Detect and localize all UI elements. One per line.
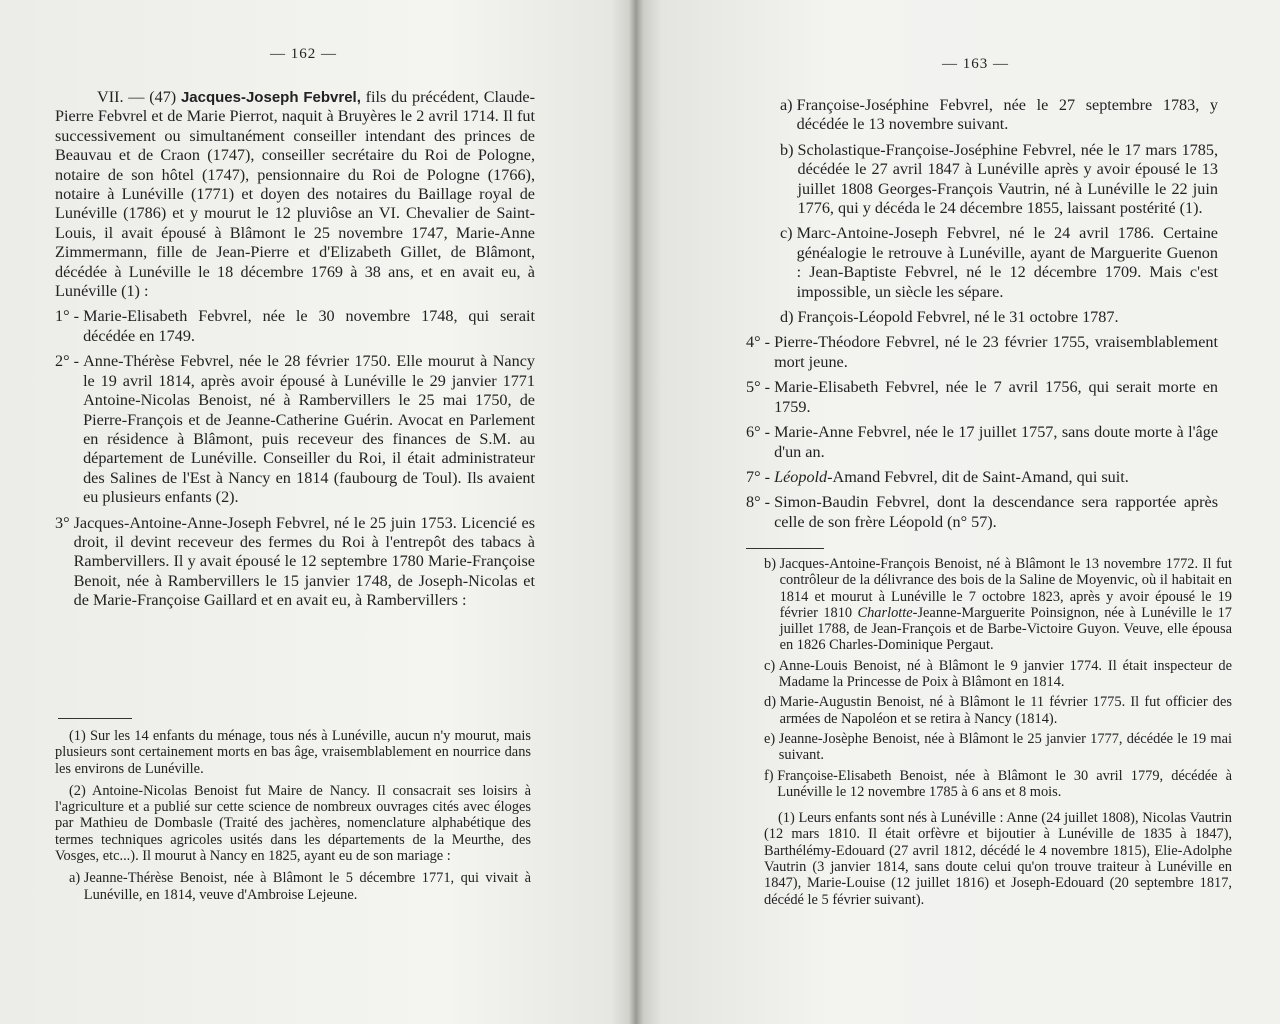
- list-item: [780, 141, 1218, 219]
- item-text: Jeanne-Thérèse Benoist, née à Blâmont le 5 décembre 1771, qui vivait à Lunéville, en 1814, veuve d'Ambroise Lejeune.: [83, 870, 531, 903]
- item-text: Jacques-Antoine-Anne-Joseph Febvrel, né le 25 juin 1753. Licencié es droit, il devint receveur des fermes du Roi à l'entrepôt des tabacs à Rambervillers. Il y avait épousé le 12 septembre 1780 Marie-Françoise Benoit, née à Rambervillers le 15 janvier 1748, de Joseph-Nicolas et de Marie-Françoise Gaillard et en avait eu, à Rambervillers :: [73, 513, 535, 610]
- subject-name: Jacques-Joseph Febvrel,: [180, 89, 361, 106]
- footnote-item: [764, 556, 1232, 654]
- item-text: Anne-Louis Benoist, né à Blâmont le 9 janvier 1774. Il était inspecteur de Madame la Princesse de Poix à Blâmont en 1814.: [778, 657, 1232, 691]
- item-text: Jacques-Antoine-François Benoist, né à Blâmont le 13 novembre 1772. Il fut contrôleur de la délivrance des bois de la Saline de Moyenvic, où il habitait en 1814 et mourut à Lunéville le 7 octobre 1823, après y avoir épousé le 19 février 1810: [779, 556, 1232, 621]
- item-text: Pierre-Théodore Febvrel, né le 23 février 1755, vraisemblablement mort jeune.: [774, 333, 1218, 371]
- item-italic-name: Léopold: [774, 467, 828, 486]
- right-page: [636, 0, 1280, 1024]
- list-item: [780, 308, 1218, 327]
- left-footnotes: [55, 728, 531, 907]
- list-item: [746, 468, 1218, 487]
- footnote-rule: [58, 718, 132, 719]
- footnote-2: (2) Antoine-Nicolas Benoist fut Maire de Nancy. Il consacrait ses loisirs à l'agriculture et a publié sur cette science de nombreux ouvrages cités avec éloges par Mathieu de Dombasle (Traité des jachères, nomenclature alphabétique des termes techniques agricoles usités dans les départements de la Meurthe, des Vosges, etc...). Il mourut à Nancy en 1825, ayant eu de son mariage :: [55, 782, 531, 865]
- list-item: [55, 514, 535, 611]
- footnote-1: (1) Leurs enfants sont nés à Lunéville : Anne (24 juillet 1808), Nicolas Vautrin (12 mars 1810. Il était orfèvre et bijoutier à Lunéville de 1835 à 1847), Barthélémy-Edouard (27 avril 1812, décédé le 4 novembre 1815), Elie-Adolphe Vautrin (3 janvier 1814, sans doute celui qu'on trouve traiteur à Lunéville en 1847), Marie-Louise (12 juillet 1816) et Joseph-Edouard (20 septembre 1817, décédé le 5 février suivant).: [764, 810, 1232, 908]
- item-number: 5° -: [746, 378, 775, 397]
- footnote-item: [764, 731, 1232, 764]
- list-item: [55, 352, 535, 507]
- item-text: François-Léopold Febvrel, né le 31 octobre 1787.: [797, 308, 1119, 327]
- sub-children-list: [780, 96, 1218, 327]
- item-number: 4° -: [746, 333, 775, 352]
- item-letter: b): [764, 556, 780, 572]
- item-text: Marie-Elisabeth Febvrel, née le 7 avril 1756, qui serait morte en 1759.: [774, 378, 1218, 416]
- list-item: [746, 423, 1218, 462]
- item-text: Jeanne-Josèphe Benoist, née à Blâmont le 25 janvier 1777, décédée le 19 mai suivant.: [778, 730, 1232, 764]
- intro-paragraph: [55, 88, 535, 301]
- item-letter: c): [764, 657, 779, 674]
- footnote-2-item-a: [69, 870, 531, 903]
- item-text: Anne-Thérèse Febvrel, née le 28 février 1750. Elle mourut à Nancy le 19 avril 1814, après avoir épousé à Lunéville le 29 janvier 1771 Antoine-Nicolas Benoist, né à Rambervillers le 25 mai 1750, de Pierre-François et de Jeanne-Catherine Guérin. Avocat en Parlement en résidence à Blâmont, puis receveur des finances de S.M. au département de Lunéville. Conseiller du Roi, il était administrateur des Salines de l'Est à Nancy en 1814 (faubourg de Toul). Ils avaient eu plusieurs enfants (2).: [83, 352, 535, 507]
- item-letter: f): [764, 767, 778, 784]
- item-text: Françoise-Joséphine Febvrel, née le 27 septembre 1783, y décédée le 13 novembre suivant.: [796, 96, 1218, 134]
- item-letter: e): [764, 730, 779, 747]
- page-number-162: — 162 —: [270, 46, 337, 62]
- item-number: 8° -: [746, 493, 775, 512]
- item-italic-name: Charlotte: [857, 604, 913, 621]
- item-number: 3°: [55, 513, 74, 532]
- footnote-item: [764, 694, 1232, 727]
- item-letter: a): [780, 96, 797, 114]
- book-gutter: [628, 0, 644, 1024]
- footnote-rule: [746, 548, 824, 549]
- left-page: [0, 0, 636, 1024]
- item-text: -Jeanne-Marguerite Poinsignon, née à Lunéville le 17 juillet 1788, de Jean-François et de Barbe-Victoire Guyon. Veuve, elle épousa en 1826 Charles-Dominique Pergaut.: [779, 604, 1232, 654]
- item-letter: d): [780, 308, 798, 327]
- item-number: 6° -: [746, 423, 775, 442]
- intro-text: fils du précédent, Claude-Pierre Febvrel et de Marie Pierrot, naquit à Bruyères le 2 avril 1714. Il fut successivement ou simultanément conseiller intendant des princes de Beauvau et de Craon (1747), conseiller secrétaire du Roi de Pologne, notaire de son hôtel (1747), pensionnaire du Roi de Pologne (1766), notaire à Lunéville (1771) et doyen des notaires du Baillage royal de Lunéville (1786) et y mourut le 12 pluviôse an VI. Chevalier de Saint-Louis, il avait épousé à Blâmont le 25 novembre 1747, Marie-Anne Zimmermann, fille de Jean-Pierre et d'Elizabeth Gillet, de Blâmont, décédée à Lunéville le 18 décembre 1769 à 38 ans, et en avait eu, à Lunéville (1) :: [55, 88, 535, 301]
- item-letter: b): [780, 140, 798, 159]
- list-item: [780, 224, 1218, 302]
- list-item: [746, 493, 1218, 532]
- right-footnotes: [764, 556, 1232, 914]
- footnote-item: [764, 658, 1232, 691]
- page-number-163: — 163 —: [942, 56, 1009, 72]
- item-text: Marie-Augustin Benoist, né à Blâmont le 11 février 1775. Il fut officier des armées de Napoléon et se retira à Nancy (1814).: [779, 694, 1232, 727]
- footnote-1: (1) Sur les 14 enfants du ménage, tous nés à Lunéville, aucun n'y mourut, mais plusieurs sont certainement morts en bas âge, vraisemblablement en nourrice dans les environs de Lunéville.: [55, 728, 531, 777]
- list-item: [780, 96, 1218, 135]
- item-number: 2° -: [55, 352, 84, 371]
- item-number: 7° -: [746, 467, 775, 486]
- right-main-text: [746, 96, 1218, 538]
- item-letter: d): [764, 694, 780, 711]
- list-item: [55, 307, 535, 346]
- item-number: 1° -: [55, 307, 84, 326]
- item-letter: a): [69, 870, 84, 887]
- item-text: -Amand Febvrel, dit de Saint-Amand, qui suit.: [827, 467, 1129, 486]
- item-text: Marie-Anne Febvrel, née le 17 juillet 1757, sans doute morte à l'âge d'un an.: [774, 423, 1218, 461]
- item-text: Scholastique-Françoise-Joséphine Febvrel, née le 17 mars 1785, décédée le 27 avril 1847 à Lunéville après y avoir épousé le 13 juillet 1808 Georges-François Vautrin, né à Lunéville le 22 juin 1776, qui y décéda le 24 décembre 1855, laissant postérité (1).: [797, 140, 1218, 218]
- item-text: Marie-Elisabeth Febvrel, née le 30 novembre 1748, qui serait décédée en 1749.: [83, 307, 535, 345]
- generation-label: VII. — (47): [97, 88, 181, 106]
- footnote-item: [764, 768, 1232, 801]
- item-letter: c): [780, 224, 797, 243]
- item-text: Françoise-Elisabeth Benoist, née à Blâmont le 30 avril 1779, décédée à Lunéville le 12 novembre 1785 à 6 ans et 8 mois.: [777, 767, 1232, 800]
- list-item: [746, 378, 1218, 417]
- left-main-text: [55, 88, 535, 617]
- list-item: [746, 333, 1218, 372]
- item-text: Marc-Antoine-Joseph Febvrel, né le 24 avril 1786. Certaine généalogie le retrouve à Lunéville, ayant de Marguerite Guenon : Jean-Baptiste Febvrel, né le 12 décembre 1709. Mais c'est impossible, un siècle les sépare.: [796, 224, 1218, 301]
- item-text: Simon-Baudin Febvrel, dont la descendance sera rapportée après celle de son frère Léopold (n° 57).: [774, 493, 1218, 531]
